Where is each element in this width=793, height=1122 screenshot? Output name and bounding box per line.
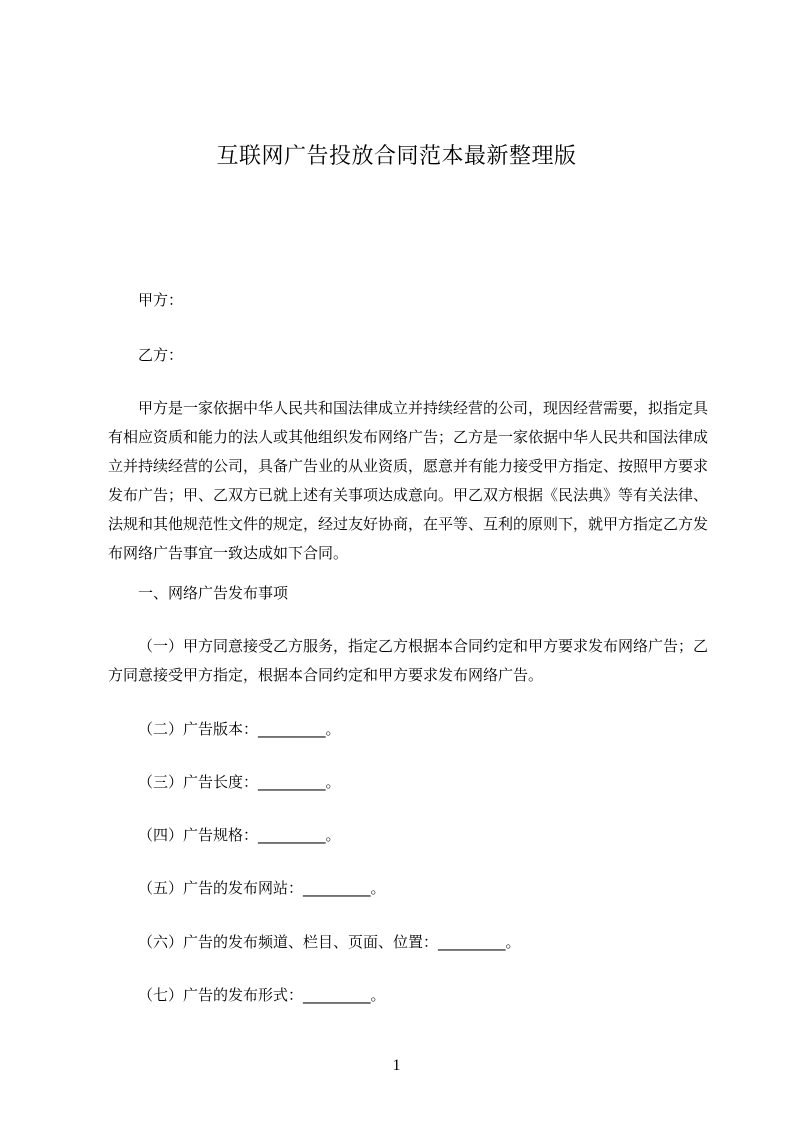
clause-2-line: （二）广告版本：_________。 bbox=[138, 720, 341, 738]
clause-7-line: （七）广告的发布形式：_________。 bbox=[138, 986, 386, 1004]
clause-5-line: （五）广告的发布网站：_________。 bbox=[138, 879, 386, 897]
party-b-line: 乙方： bbox=[138, 346, 184, 364]
preamble-paragraph: 甲方是一家依据中华人民共和国法律成立并持续经营的公司，现因经营需要，拟指定具有相应资质和能力的法人或其他组织发布网络广告；乙方是一家依据中华人民共和国法律成立并持续经营的公司，具备广告业的从业资质，愿意并有能力接受甲方指定、按照甲方要求发布广告；甲、乙双方已就上述有关事项达成意向。甲乙双方根据《民法典》等有关法律、法规和其他规范性文件的规定，经过友好协商，在平等、互利的原则下，就甲方指定乙方发布网络广告事宜一致达成如下合同。 bbox=[108, 399, 709, 562]
page-number: 1 bbox=[392, 1057, 401, 1074]
clause-3-line: （三）广告长度：_________。 bbox=[138, 773, 341, 791]
party-a-line: 甲方： bbox=[138, 291, 184, 309]
section-1-heading: 一、网络广告发布事项 bbox=[138, 584, 289, 602]
document-title: 互联网广告投放合同范本最新整理版 bbox=[216, 144, 577, 169]
clause-1-paragraph: （一）甲方同意接受乙方服务，指定乙方根据本合同约定和甲方要求发布网络广告；乙方同意接受甲方指定，根据本合同约定和甲方要求发布网络广告。 bbox=[108, 637, 709, 684]
clause-6-line: （六）广告的发布频道、栏目、页面、位置：_________。 bbox=[138, 933, 521, 951]
clause-4-line: （四）广告规格：_________。 bbox=[138, 826, 341, 844]
